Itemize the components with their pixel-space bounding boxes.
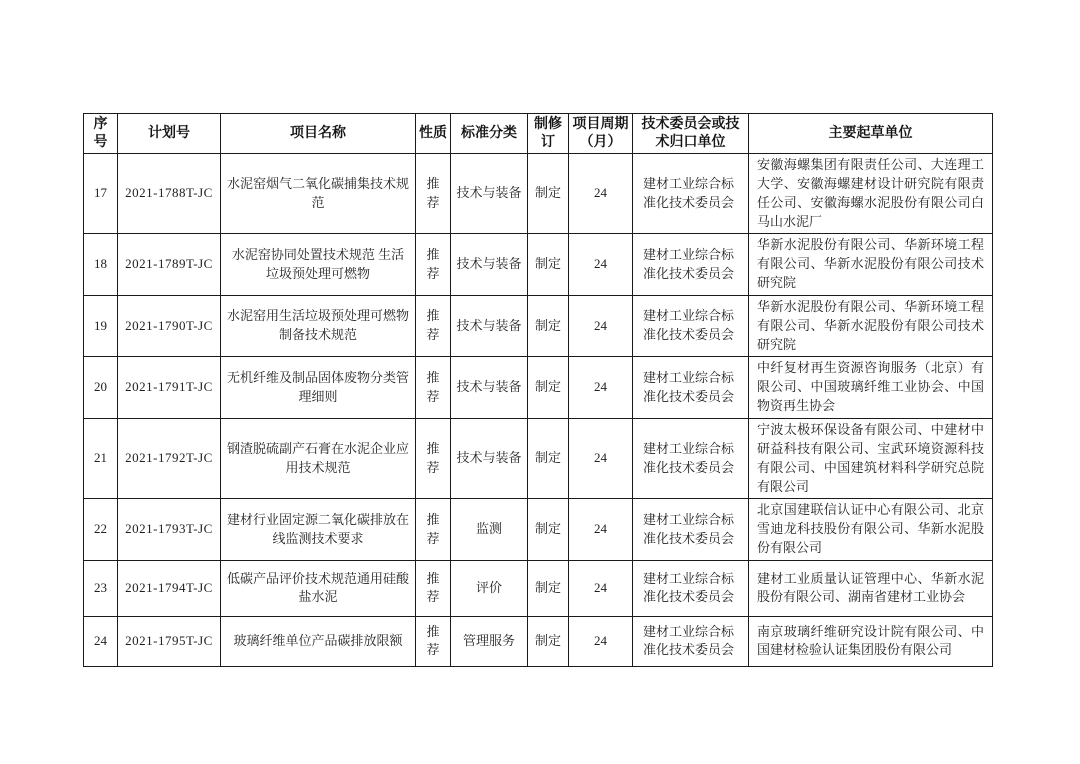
- cell-drafting_units: 中纤复材再生资源咨询服务（北京）有限公司、中国玻璃纤维工业协会、中国物资再生协会: [749, 357, 993, 419]
- cell-category: 技术与装备: [451, 234, 528, 296]
- cell-seq: 19: [84, 295, 118, 357]
- cell-committee: 建材工业综合标准化技术委员会: [633, 295, 749, 357]
- cell-plan_no: 2021-1794T-JC: [118, 560, 221, 616]
- cell-nature: 推荐: [416, 357, 451, 419]
- cell-committee: 建材工业综合标准化技术委员会: [633, 154, 749, 234]
- cell-period: 24: [569, 560, 633, 616]
- cell-committee: 建材工业综合标准化技术委员会: [633, 357, 749, 419]
- cell-drafting_units: 南京玻璃纤维研究设计院有限公司、中国建材检验认证集团股份有限公司: [749, 616, 993, 666]
- cell-project_name: 水泥窑用生活垃圾预处理可燃物制备技术规范: [221, 295, 416, 357]
- cell-seq: 20: [84, 357, 118, 419]
- cell-period: 24: [569, 499, 633, 561]
- table-row-22: [84, 499, 993, 561]
- cell-seq: 24: [84, 616, 118, 666]
- cell-committee: 建材工业综合标准化技术委员会: [633, 499, 749, 561]
- table-row-21: [84, 418, 993, 498]
- table-body: [84, 154, 993, 667]
- table-row-17: [84, 154, 993, 234]
- column-header-revision: 制修订: [528, 114, 569, 154]
- column-header-plan_no: 计划号: [118, 114, 221, 154]
- table-row-23: [84, 560, 993, 616]
- cell-category: 管理服务: [451, 616, 528, 666]
- cell-nature: 推荐: [416, 560, 451, 616]
- cell-revision: 制定: [528, 154, 569, 234]
- cell-nature: 推荐: [416, 616, 451, 666]
- cell-committee: 建材工业综合标准化技术委员会: [633, 560, 749, 616]
- cell-seq: 18: [84, 234, 118, 296]
- cell-category: 技术与装备: [451, 418, 528, 498]
- cell-seq: 22: [84, 499, 118, 561]
- cell-category: 监测: [451, 499, 528, 561]
- cell-seq: 23: [84, 560, 118, 616]
- cell-plan_no: 2021-1791T-JC: [118, 357, 221, 419]
- cell-nature: 推荐: [416, 499, 451, 561]
- standards-plan-table: [83, 113, 993, 667]
- column-header-period: 项目周期（月）: [569, 114, 633, 154]
- cell-committee: 建材工业综合标准化技术委员会: [633, 234, 749, 296]
- table-row-19: [84, 295, 993, 357]
- cell-project_name: 低碳产品评价技术规范通用硅酸盐水泥: [221, 560, 416, 616]
- cell-revision: 制定: [528, 560, 569, 616]
- table-header-row: [84, 114, 993, 154]
- cell-drafting_units: 北京国建联信认证中心有限公司、北京雪迪龙科技股份有限公司、华新水泥股份有限公司: [749, 499, 993, 561]
- cell-category: 技术与装备: [451, 357, 528, 419]
- cell-period: 24: [569, 418, 633, 498]
- cell-plan_no: 2021-1792T-JC: [118, 418, 221, 498]
- column-header-nature: 性质: [416, 114, 451, 154]
- cell-category: 技术与装备: [451, 154, 528, 234]
- cell-revision: 制定: [528, 295, 569, 357]
- cell-category: 评价: [451, 560, 528, 616]
- cell-revision: 制定: [528, 357, 569, 419]
- cell-revision: 制定: [528, 616, 569, 666]
- cell-period: 24: [569, 295, 633, 357]
- cell-committee: 建材工业综合标准化技术委员会: [633, 418, 749, 498]
- standards-plan-table-container: [83, 113, 992, 667]
- cell-category: 技术与装备: [451, 295, 528, 357]
- cell-drafting_units: 华新水泥股份有限公司、华新环境工程有限公司、华新水泥股份有限公司技术研究院: [749, 295, 993, 357]
- cell-drafting_units: 安徽海螺集团有限责任公司、大连理工大学、安徽海螺建材设计研究院有限责任公司、安徽海螺水泥股份有限公司白马山水泥厂: [749, 154, 993, 234]
- cell-plan_no: 2021-1788T-JC: [118, 154, 221, 234]
- cell-drafting_units: 宁波太极环保设备有限公司、中建材中研益科技有限公司、宝武环境资源科技有限公司、中国建筑材料科学研究总院有限公司: [749, 418, 993, 498]
- cell-revision: 制定: [528, 499, 569, 561]
- table-row-20: [84, 357, 993, 419]
- cell-plan_no: 2021-1789T-JC: [118, 234, 221, 296]
- cell-seq: 21: [84, 418, 118, 498]
- column-header-seq: 序号: [84, 114, 118, 154]
- header-row: [84, 114, 993, 154]
- cell-drafting_units: 华新水泥股份有限公司、华新环境工程有限公司、华新水泥股份有限公司技术研究院: [749, 234, 993, 296]
- cell-project_name: 无机纤维及制品固体废物分类管理细则: [221, 357, 416, 419]
- cell-seq: 17: [84, 154, 118, 234]
- cell-period: 24: [569, 616, 633, 666]
- cell-nature: 推荐: [416, 234, 451, 296]
- column-header-category: 标准分类: [451, 114, 528, 154]
- cell-nature: 推荐: [416, 418, 451, 498]
- cell-project_name: 建材行业固定源二氧化碳排放在线监测技术要求: [221, 499, 416, 561]
- cell-period: 24: [569, 357, 633, 419]
- cell-project_name: 水泥窑协同处置技术规范 生活垃圾预处理可燃物: [221, 234, 416, 296]
- cell-committee: 建材工业综合标准化技术委员会: [633, 616, 749, 666]
- cell-project_name: 玻璃纤维单位产品碳排放限额: [221, 616, 416, 666]
- cell-period: 24: [569, 234, 633, 296]
- cell-revision: 制定: [528, 418, 569, 498]
- cell-nature: 推荐: [416, 154, 451, 234]
- cell-plan_no: 2021-1793T-JC: [118, 499, 221, 561]
- cell-project_name: 水泥窑烟气二氧化碳捕集技术规范: [221, 154, 416, 234]
- column-header-committee: 技术委员会或技术归口单位: [633, 114, 749, 154]
- column-header-drafting_units: 主要起草单位: [749, 114, 993, 154]
- table-row-18: [84, 234, 993, 296]
- cell-nature: 推荐: [416, 295, 451, 357]
- cell-plan_no: 2021-1795T-JC: [118, 616, 221, 666]
- cell-drafting_units: 建材工业质量认证管理中心、华新水泥股份有限公司、湖南省建材工业协会: [749, 560, 993, 616]
- cell-project_name: 钢渣脱硫副产石膏在水泥企业应用技术规范: [221, 418, 416, 498]
- cell-plan_no: 2021-1790T-JC: [118, 295, 221, 357]
- cell-period: 24: [569, 154, 633, 234]
- cell-revision: 制定: [528, 234, 569, 296]
- table-row-24: [84, 616, 993, 666]
- column-header-project_name: 项目名称: [221, 114, 416, 154]
